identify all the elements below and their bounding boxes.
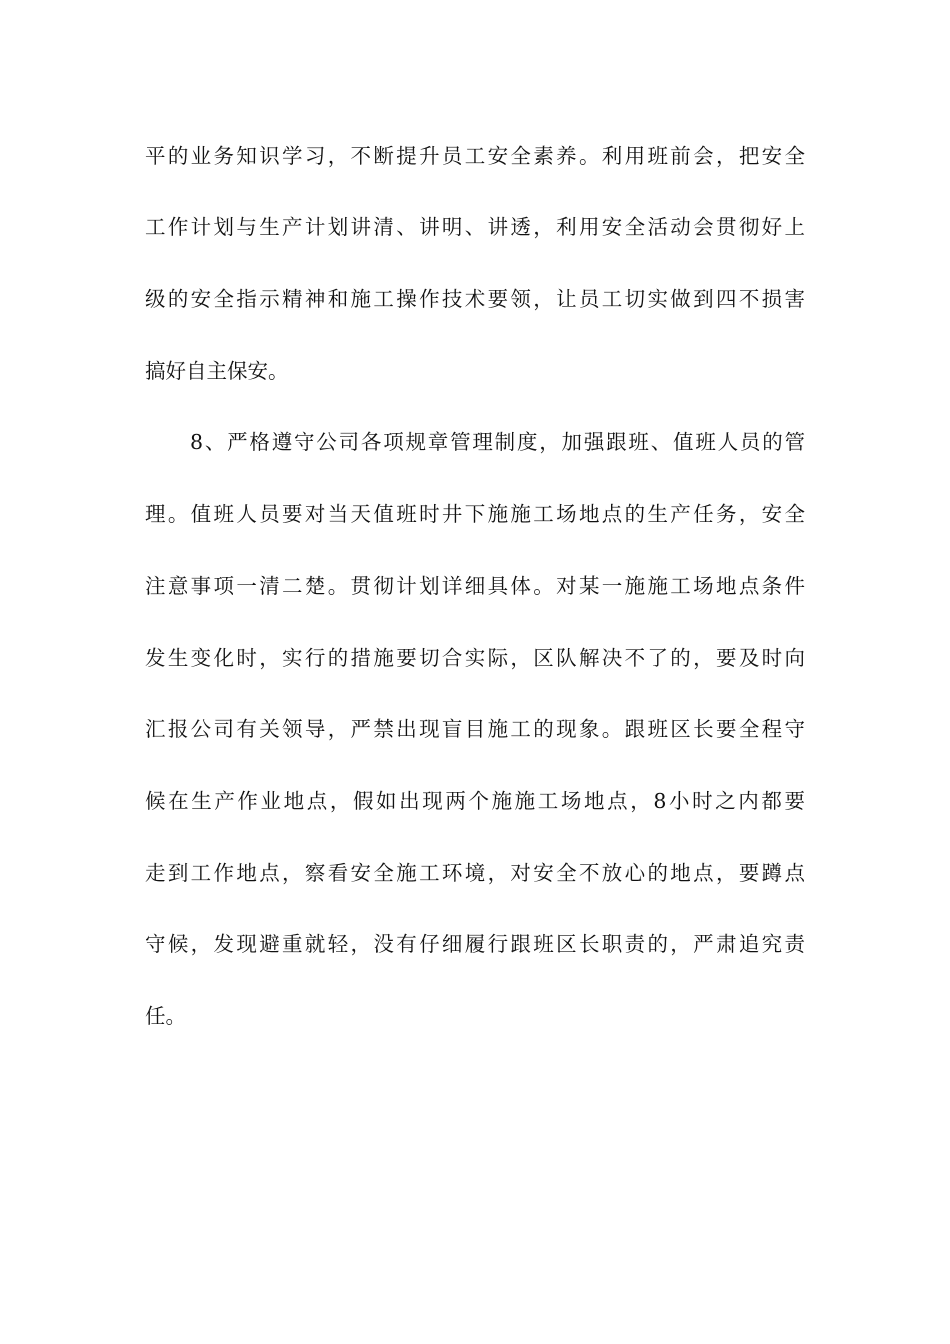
text-line: 搞好自主保安。 bbox=[145, 359, 289, 383]
text-line: 平的业务知识学习，不断提升员工安全素养。利用班前会，把安全 bbox=[145, 144, 805, 168]
paragraph-8-first-line: 8、严格遵守公司各项规章管理制度，加强跟班、值班人员的管 bbox=[190, 430, 805, 454]
text-line: 候在生产作业地点，假如出现两个施施工场地点，8小时之内都要 bbox=[145, 789, 805, 813]
text-line: 发生变化时，实行的措施要切合实际，区队解决不了的，要及时向 bbox=[145, 646, 805, 670]
text-line: 级的安全指示精神和施工操作技术要领，让员工切实做到四不损害 bbox=[145, 287, 805, 311]
text-line: 注意事项一清二楚。贯彻计划详细具体。对某一施施工场地点条件 bbox=[145, 574, 805, 598]
text-line: 汇报公司有关领导，严禁出现盲目施工的现象。跟班区长要全程守 bbox=[145, 717, 805, 741]
text-line: 工作计划与生产计划讲清、讲明、讲透，利用安全活动会贯彻好上 bbox=[145, 215, 805, 239]
text-line: 守候，发现避重就轻，没有仔细履行跟班区长职责的，严肃追究责 bbox=[145, 932, 805, 956]
text-line: 理。值班人员要对当天值班时井下施施工场地点的生产任务，安全 bbox=[145, 502, 805, 526]
text-line: 走到工作地点，察看安全施工环境，对安全不放心的地点，要蹲点 bbox=[145, 861, 805, 885]
text-line: 任。 bbox=[145, 1004, 186, 1028]
